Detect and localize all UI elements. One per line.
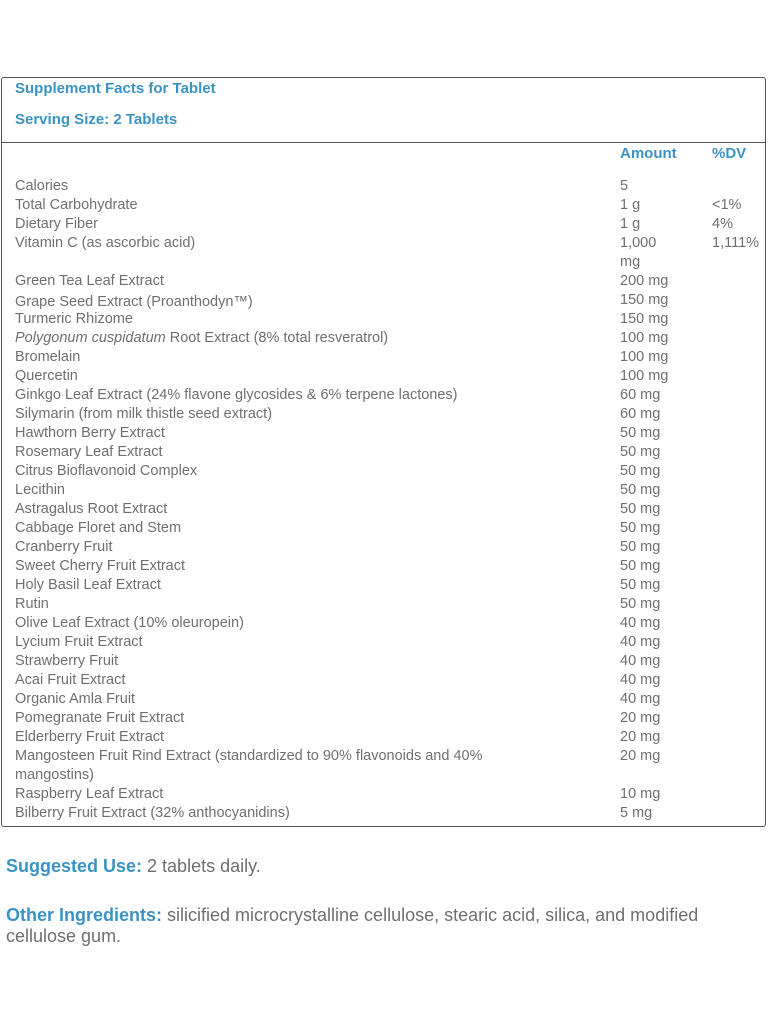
ingredient-name: Organic Amla Fruit (15, 691, 136, 707)
ingredient-amount: 60 mg (620, 406, 661, 422)
ingredient-name: Olive Leaf Extract (10% oleuropein) (15, 615, 244, 631)
facts-title: Supplement Facts for Tablet (15, 80, 216, 97)
table-row (2, 804, 765, 823)
table-row (2, 500, 765, 519)
table-row (2, 709, 765, 728)
ingredient-name: Ginkgo Leaf Extract (24% flavone glycosides & 6% terpene lactones) (15, 387, 458, 403)
ingredient-amount: 5 (620, 178, 629, 194)
ingredient-amount: 100 mg (620, 349, 669, 365)
serving-size: Serving Size: 2 Tablets (15, 111, 178, 128)
suggested-use-label: Suggested Use: (6, 856, 143, 876)
ingredient-name: Green Tea Leaf Extract (15, 273, 164, 289)
table-row (2, 272, 765, 291)
ingredient-amount: 50 mg (620, 539, 661, 555)
amount-column-header: Amount (620, 145, 677, 162)
ingredient-name-italic: Polygonum cuspidatum (15, 330, 166, 346)
dv-column-header: %DV (712, 145, 747, 162)
table-row (2, 557, 765, 576)
table-row (2, 728, 765, 747)
ingredient-name: Vitamin C (as ascorbic acid) (15, 235, 196, 251)
table-row (2, 424, 765, 443)
table-row (2, 481, 765, 500)
table-row (2, 329, 765, 348)
supplement-facts-panel (1, 77, 766, 827)
table-row (2, 652, 765, 671)
ingredient-amount: 150 mg (620, 311, 669, 327)
ingredient-amount: 50 mg (620, 520, 661, 536)
table-row (2, 595, 765, 614)
table-row (2, 785, 765, 804)
ingredient-dv: 1,111% (712, 235, 760, 251)
ingredient-amount: 50 mg (620, 482, 661, 498)
ingredient-amount: 50 mg (620, 558, 661, 574)
table-row (2, 538, 765, 557)
ingredient-amount: 50 mg (620, 444, 661, 460)
ingredient-name (15, 329, 575, 348)
ingredient-amount: 50 mg (620, 501, 661, 517)
ingredient-name: Cranberry Fruit (15, 539, 113, 555)
ingredient-name: Elderberry Fruit Extract (15, 729, 165, 745)
ingredient-amount: 100 mg (620, 368, 669, 384)
table-row (2, 386, 765, 405)
ingredient-name: Sweet Cherry Fruit Extract (15, 558, 186, 574)
table-row (2, 291, 765, 310)
ingredient-name: Total Carbohydrate (15, 197, 138, 213)
ingredient-name: Hawthorn Berry Extract (15, 425, 165, 441)
ingredient-amount: 40 mg (620, 615, 661, 631)
ingredient-amount: 1 g (620, 216, 641, 232)
ingredient-name: Strawberry Fruit (15, 653, 119, 669)
other-ingredients-label: Other Ingredients: (6, 905, 163, 925)
ingredient-dv: <1% (712, 197, 742, 213)
table-row (2, 367, 765, 386)
ingredient-name-rest: Root Extract (8% total resveratrol) (165, 330, 389, 346)
table-row (2, 633, 765, 652)
ingredient-amount: 1,000 mg (620, 235, 657, 270)
table-row (2, 310, 765, 329)
ingredient-amount: 50 mg (620, 425, 661, 441)
header-divider (2, 142, 765, 143)
ingredient-name: Silymarin (from milk thistle seed extract) (15, 406, 273, 422)
ingredient-name: Bilberry Fruit Extract (32% anthocyanidins) (15, 805, 290, 821)
other-ingredients-text: silicified microcrystalline cellulose, stearic acid, silica, and modified cellulose gum. (6, 905, 699, 946)
facts-rows (2, 177, 765, 823)
table-row (2, 405, 765, 424)
table-row (2, 234, 765, 272)
ingredient-amount: 40 mg (620, 691, 661, 707)
table-row (2, 519, 765, 538)
table-row (2, 747, 765, 785)
ingredient-amount: 50 mg (620, 463, 661, 479)
ingredient-name: Quercetin (15, 368, 78, 384)
ingredient-amount: 60 mg (620, 387, 661, 403)
ingredient-amount: 40 mg (620, 653, 661, 669)
table-row (2, 690, 765, 709)
ingredient-name: Grape Seed Extract (Proanthodyn™) (15, 294, 253, 310)
ingredient-dv: 4% (712, 216, 733, 232)
ingredient-name: Astragalus Root Extract (15, 501, 168, 517)
ingredient-name: Cabbage Floret and Stem (15, 520, 182, 536)
ingredient-name: Bromelain (15, 349, 81, 365)
suggested-use (6, 856, 756, 877)
ingredient-amount: 5 mg (620, 805, 653, 821)
ingredient-name: Raspberry Leaf Extract (15, 786, 164, 802)
ingredient-name: Mangosteen Fruit Rind Extract (standardized to 90% flavonoids and 40% mangostins) (15, 748, 483, 783)
ingredient-name: Turmeric Rhizome (15, 311, 133, 327)
table-row (2, 177, 765, 196)
ingredient-name: Rutin (15, 596, 49, 612)
table-row (2, 576, 765, 595)
table-row (2, 443, 765, 462)
ingredient-name: Holy Basil Leaf Extract (15, 577, 161, 593)
ingredient-amount: 100 mg (620, 330, 669, 346)
ingredient-amount: 50 mg (620, 577, 661, 593)
table-row (2, 196, 765, 215)
ingredient-amount: 20 mg (620, 729, 661, 745)
ingredient-amount: 40 mg (620, 672, 661, 688)
ingredient-name: Lycium Fruit Extract (15, 634, 143, 650)
ingredient-name: Pomegranate Fruit Extract (15, 710, 185, 726)
ingredient-name: Acai Fruit Extract (15, 672, 126, 688)
ingredient-amount: 10 mg (620, 786, 661, 802)
ingredient-amount: 20 mg (620, 748, 661, 764)
table-row (2, 671, 765, 690)
ingredient-name: Dietary Fiber (15, 216, 98, 232)
ingredient-name: Citrus Bioflavonoid Complex (15, 463, 198, 479)
ingredient-name: Rosemary Leaf Extract (15, 444, 163, 460)
table-row (2, 215, 765, 234)
table-row (2, 462, 765, 481)
table-row (2, 348, 765, 367)
other-ingredients (6, 905, 758, 947)
suggested-use-text: 2 tablets daily. (142, 856, 261, 876)
ingredient-amount: 150 mg (620, 292, 669, 308)
table-row (2, 614, 765, 633)
ingredient-amount: 20 mg (620, 710, 661, 726)
ingredient-name: Lecithin (15, 482, 65, 498)
ingredient-amount: 200 mg (620, 273, 669, 289)
ingredient-amount: 40 mg (620, 634, 661, 650)
ingredient-amount: 50 mg (620, 596, 661, 612)
ingredient-name: Calories (15, 178, 69, 194)
ingredient-amount: 1 g (620, 197, 641, 213)
